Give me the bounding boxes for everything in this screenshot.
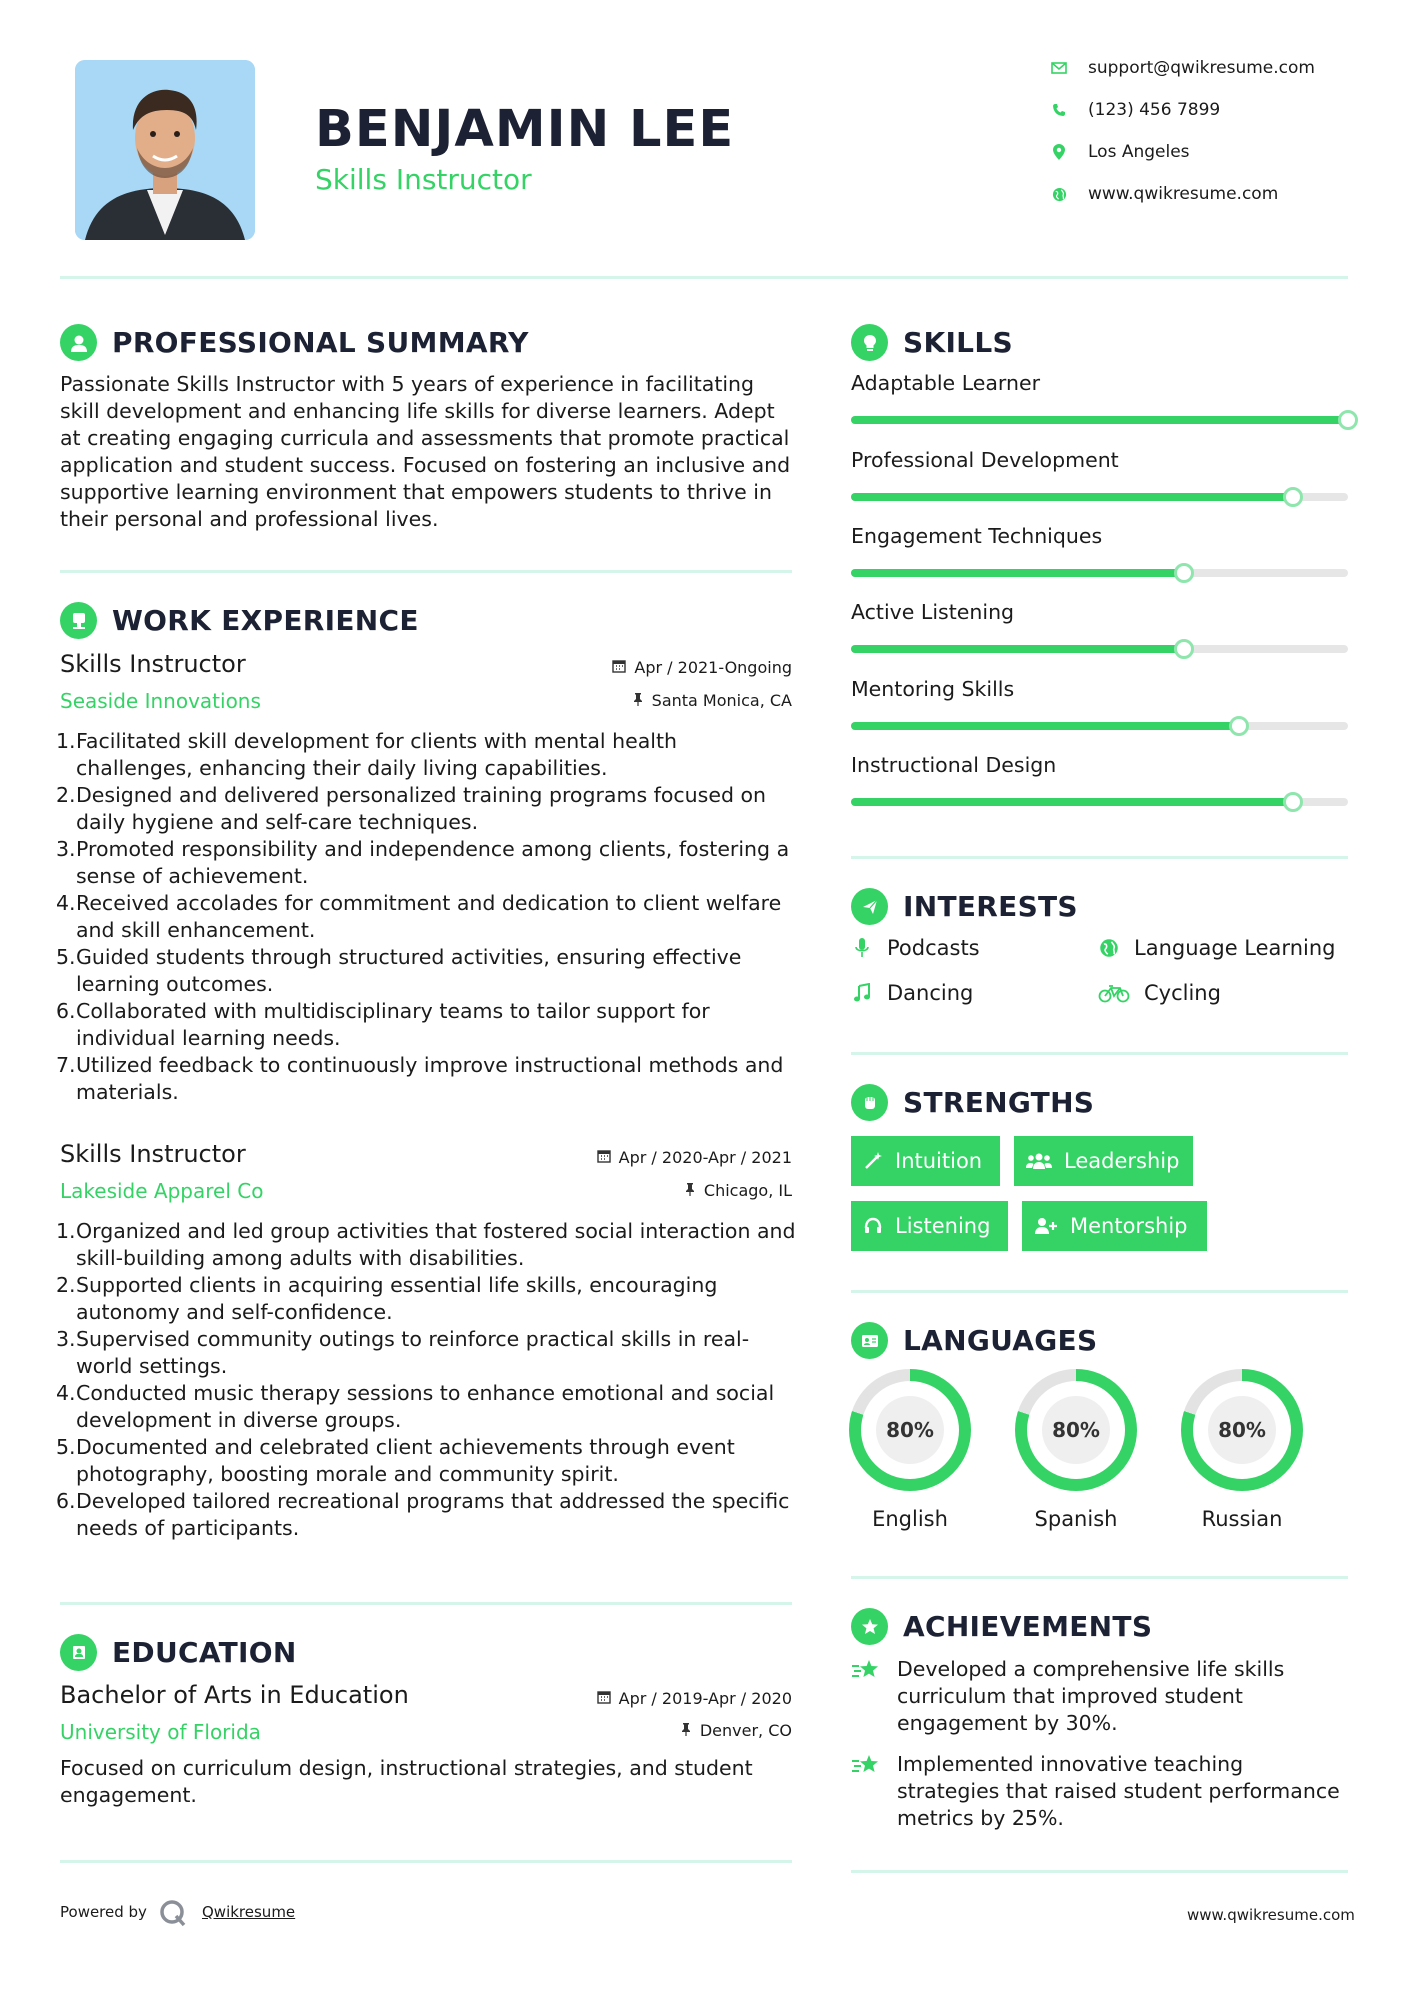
- strength-label: Leadership: [1064, 1149, 1180, 1173]
- education-text: Focused on curriculum design, instructional strategies, and student engagement.: [60, 1756, 753, 1807]
- education-heading: EDUCATION: [112, 1636, 297, 1669]
- skill-knob: [1338, 410, 1358, 430]
- summary-divider: [60, 570, 792, 573]
- job-dates: [500, 658, 792, 677]
- paper-plane-icon: [851, 888, 888, 925]
- skill-fill: [851, 569, 1184, 577]
- language-name: Russian: [1201, 1507, 1283, 1531]
- skill-knob: [1174, 639, 1194, 659]
- job-dates-text: Apr / 2020-Apr / 2021: [618, 1148, 792, 1167]
- strength-badge: [1022, 1201, 1207, 1251]
- skill-bar: [851, 416, 1348, 424]
- skill-fill: [851, 645, 1184, 653]
- interest-item: [1098, 981, 1221, 1005]
- list-item: 4. Received accolades for commitment and dedication to client welfare and skill enhancement.: [56, 891, 782, 942]
- contact-website[interactable]: [1050, 184, 1278, 204]
- microphone-icon: [851, 937, 873, 959]
- language-name: Spanish: [1034, 1507, 1118, 1531]
- job-bullets: [58, 1218, 803, 1542]
- list-item: 2. Designed and delivered personalized training programs focused on daily hygiene and self-care techniques.: [56, 783, 767, 834]
- contact-location: [1050, 142, 1190, 162]
- pushpin-icon: [680, 1722, 692, 1740]
- pushpin-icon: [632, 692, 644, 710]
- languages-divider: [851, 1576, 1348, 1579]
- skill-label: Engagement Techniques: [851, 524, 1103, 548]
- phone-icon: [1050, 101, 1068, 119]
- skill-bar: [851, 722, 1348, 730]
- interests-heading: INTERESTS: [903, 890, 1078, 923]
- user-icon: [60, 324, 97, 361]
- skill-knob: [1229, 716, 1249, 736]
- list-item: 5. Documented and celebrated client achievements through event photography, boosting morale and community spirit.: [56, 1435, 735, 1486]
- globe-icon: [1050, 185, 1068, 203]
- language-ring: [1181, 1369, 1303, 1491]
- qwikresume-link[interactable]: Qwikresume: [202, 1903, 296, 1921]
- experience-heading: WORK EXPERIENCE: [112, 604, 419, 637]
- interest-label: Language Learning: [1134, 936, 1336, 960]
- list-item: 5. Guided students through structured activities, ensuring effective learning outcomes.: [56, 945, 742, 996]
- header-divider: [60, 276, 1348, 279]
- list-item: 7. Utilized feedback to continuously improve instructional methods and materials.: [56, 1053, 784, 1104]
- achievements-section-header: [851, 1608, 1152, 1645]
- degree-title: Bachelor of Arts in Education: [60, 1681, 409, 1709]
- contact-website-text: www.qwikresume.com: [1088, 184, 1279, 204]
- calendar-icon: [612, 659, 626, 677]
- language-item: [849, 1369, 971, 1531]
- company-name: Lakeside Apparel Co: [60, 1179, 264, 1203]
- language-ring: [1015, 1369, 1137, 1491]
- contact-phone-text: (123) 456 7899: [1088, 100, 1221, 120]
- experience-section-header: [60, 602, 419, 639]
- skill-label: Mentoring Skills: [851, 677, 1015, 701]
- experience-divider: [60, 1602, 792, 1605]
- headphones-icon: [863, 1216, 883, 1236]
- lightbulb-icon: [851, 324, 888, 361]
- contact-email[interactable]: [1050, 58, 1315, 78]
- job-location-text: Chicago, IL: [703, 1181, 792, 1200]
- strength-badge: [1014, 1136, 1193, 1186]
- summary-text: Passionate Skills Instructor with 5 years of experience in facilitating skill development and enhancing life skills for diverse learners. Adept at creating engaging curricula and assessments that promote practical application and student success. Focused on fostering an inclusive and supportive learning environment that empowers students to thrive in their personal and professional lives.: [60, 372, 791, 531]
- language-percent: 80%: [876, 1396, 944, 1464]
- pushpin-icon: [684, 1182, 696, 1200]
- interests-section-header: [851, 888, 1078, 925]
- globe-icon: [1098, 938, 1120, 958]
- calendar-icon: [597, 1690, 611, 1708]
- interest-item: [1098, 936, 1335, 960]
- job-dates: [500, 1148, 792, 1167]
- star-icon: [851, 1656, 881, 1737]
- star-badge-icon: [851, 1608, 888, 1645]
- skills-section-header: [851, 324, 1013, 361]
- contact-email-text: support@qwikresume.com: [1088, 58, 1315, 78]
- list-item: 2. Supported clients in acquiring essential life skills, encouraging autonomy and self-confidence.: [56, 1273, 718, 1324]
- user-plus-icon: [1034, 1216, 1058, 1236]
- interests-divider: [851, 1052, 1348, 1055]
- skill-label: Instructional Design: [851, 753, 1057, 777]
- skill-bar: [851, 798, 1348, 806]
- id-card-icon: [851, 1322, 888, 1359]
- powered-by-label: Powered by: [60, 1903, 147, 1921]
- interest-label: Dancing: [887, 981, 974, 1005]
- strength-label: Mentorship: [1070, 1214, 1188, 1238]
- skill-label: Active Listening: [851, 600, 1015, 624]
- job-dates-text: Apr / 2021-Ongoing: [634, 658, 792, 677]
- strengths-divider: [851, 1290, 1348, 1293]
- list-item: 1. Facilitated skill development for clients with mental health challenges, enhancing their daily living capabilities.: [56, 729, 678, 780]
- strength-badge: [851, 1136, 1000, 1186]
- education-dates: [500, 1689, 792, 1708]
- contact-location-text: Los Angeles: [1088, 142, 1190, 162]
- skill-bar: [851, 493, 1348, 501]
- summary-heading: PROFESSIONAL SUMMARY: [112, 326, 529, 359]
- skill-fill: [851, 798, 1293, 806]
- job-title: Skills Instructor: [60, 1140, 246, 1168]
- summary-section-header: [60, 324, 529, 361]
- skill-fill: [851, 416, 1348, 424]
- achievement-text: Developed a comprehensive life skills curriculum that improved student engagement by 30%.: [897, 1657, 1285, 1735]
- job-location-text: Santa Monica, CA: [651, 691, 792, 710]
- interest-label: Cycling: [1144, 981, 1221, 1005]
- skill-knob: [1283, 487, 1303, 507]
- languages-heading: LANGUAGES: [903, 1324, 1098, 1357]
- qwikresume-logo-icon: [158, 1898, 188, 1932]
- list-item: 3. Supervised community outings to reinforce practical skills in real-world settings.: [56, 1327, 750, 1378]
- achievement-item: [851, 1656, 1348, 1737]
- contact-phone[interactable]: [1050, 100, 1220, 120]
- skills-divider: [851, 856, 1348, 859]
- strengths-section-header: [851, 1084, 1094, 1121]
- list-item: 6. Developed tailored recreational programs that addressed the specific needs of participants.: [56, 1489, 790, 1540]
- strength-label: Intuition: [895, 1149, 983, 1173]
- list-item: 3. Promoted responsibility and independence among clients, fostering a sense of achievement.: [56, 837, 790, 888]
- education-location-text: Denver, CO: [699, 1721, 792, 1740]
- bicycle-icon: [1098, 983, 1130, 1003]
- language-name: English: [872, 1507, 948, 1531]
- skill-knob: [1174, 563, 1194, 583]
- skill-fill: [851, 722, 1239, 730]
- calendar-icon: [597, 1149, 611, 1167]
- list-item: 1. Organized and led group activities that fostered social interaction and skill-building among adults with disabilities.: [56, 1219, 796, 1270]
- education-divider: [60, 1860, 792, 1863]
- achievement-text: Implemented innovative teaching strategies that raised student performance metrics by 25%.: [897, 1752, 1340, 1830]
- candidate-name: BENJAMIN LEE: [315, 100, 735, 159]
- language-percent: 80%: [1208, 1396, 1276, 1464]
- skill-label: Adaptable Learner: [851, 371, 1041, 395]
- strength-label: Listening: [895, 1214, 991, 1238]
- education-dates-text: Apr / 2019-Apr / 2020: [618, 1689, 792, 1708]
- briefcase-icon: [60, 602, 97, 639]
- skill-bar: [851, 645, 1348, 653]
- skills-heading: SKILLS: [903, 326, 1013, 359]
- achievement-item: [851, 1751, 1348, 1832]
- job-location: [500, 1181, 792, 1200]
- languages-section-header: [851, 1322, 1097, 1359]
- users-icon: [1026, 1151, 1052, 1171]
- education-location: [500, 1721, 792, 1740]
- job-bullets: [58, 728, 798, 1106]
- profile-photo: [75, 60, 255, 240]
- skill-knob: [1283, 792, 1303, 812]
- footer-url[interactable]: www.qwikresume.com: [1187, 1906, 1355, 1924]
- language-percent: 80%: [1042, 1396, 1110, 1464]
- magic-wand-icon: [863, 1151, 883, 1171]
- job-location: [500, 691, 792, 710]
- interest-item: [851, 981, 973, 1005]
- school-name: University of Florida: [60, 1720, 261, 1744]
- list-item: 4. Conducted music therapy sessions to enhance emotional and social development in diverse groups.: [56, 1381, 775, 1432]
- star-icon: [851, 1751, 881, 1832]
- language-ring: [849, 1369, 971, 1491]
- strengths-heading: STRENGTHS: [903, 1086, 1095, 1119]
- achievements-heading: ACHIEVEMENTS: [903, 1610, 1153, 1643]
- graduation-icon: [60, 1634, 97, 1671]
- skill-fill: [851, 493, 1293, 501]
- education-section-header: [60, 1634, 297, 1671]
- language-item: [1015, 1369, 1137, 1531]
- interest-item: [851, 936, 980, 960]
- achievements-divider: [851, 1870, 1348, 1873]
- music-note-icon: [851, 983, 873, 1003]
- envelope-icon: [1050, 59, 1068, 77]
- skill-label: Professional Development: [851, 448, 1119, 472]
- map-pin-icon: [1050, 143, 1068, 161]
- skill-bar: [851, 569, 1348, 577]
- list-item: 6. Collaborated with multidisciplinary teams to tailor support for individual learning needs.: [56, 999, 710, 1050]
- company-name: Seaside Innovations: [60, 689, 261, 713]
- job-title: Skills Instructor: [60, 650, 246, 678]
- strength-badge: [851, 1201, 1008, 1251]
- fist-icon: [851, 1084, 888, 1121]
- language-item: [1181, 1369, 1303, 1531]
- candidate-title: Skills Instructor: [315, 163, 532, 196]
- interest-label: Podcasts: [887, 936, 980, 960]
